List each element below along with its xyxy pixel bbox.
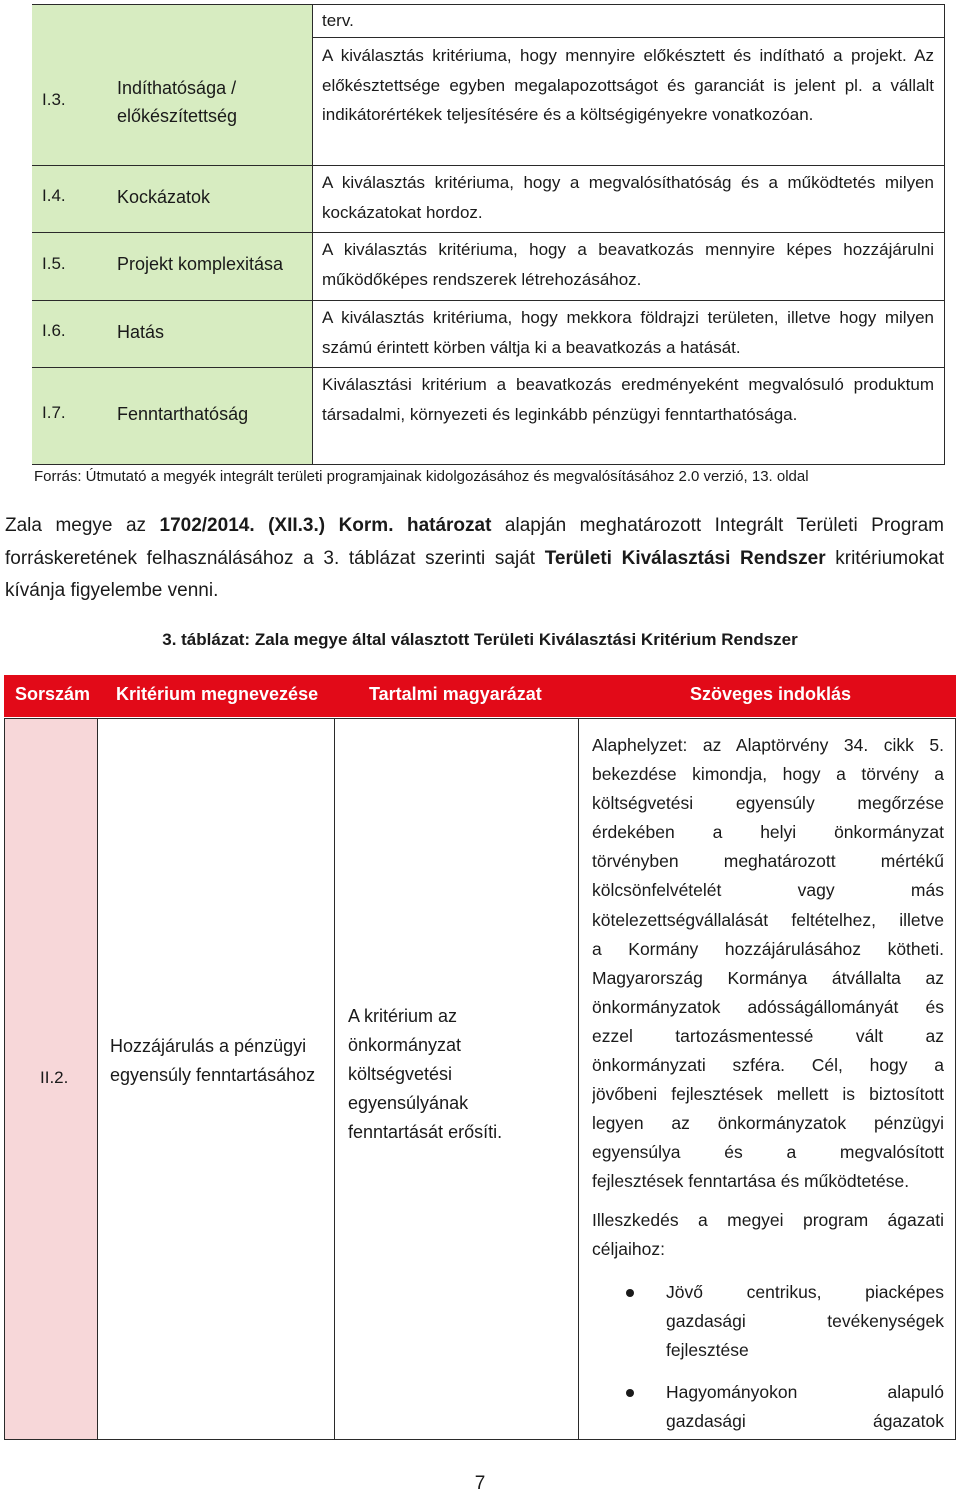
criterion-name-line: Indíthatósága /	[117, 78, 237, 98]
justification-line: önkormányzatok adósságállományát és	[592, 996, 944, 1017]
justification-line: jövőbeni fejlesztések mellett is biztosított	[592, 1084, 944, 1105]
criterion-description: A kiválasztás kritériuma, hogy a megvalósíthatóság és a működtetés milyen kockázatokat hordoz.	[322, 173, 934, 222]
criterion-name-line: előkészítettség	[117, 106, 238, 126]
row-number: I.4.	[42, 186, 66, 205]
fit-line: céljaihoz:	[592, 1239, 665, 1260]
header-content: Tartalmi magyarázat	[369, 684, 542, 704]
justification-line: fejlesztések fenntartása és működtetése.	[592, 1171, 910, 1192]
criteria-table-top	[32, 4, 945, 464]
justification-line: Magyarország Kormánya átvállalta az	[592, 967, 944, 988]
justification-line: kölcsönfelvételét vagy más	[592, 880, 944, 901]
header-justification: Szöveges indoklás	[690, 684, 852, 704]
row-number: II.2.	[40, 1068, 69, 1087]
criterion-name	[117, 74, 237, 130]
justification-line: egyensúlya és a megvalósított	[592, 1142, 944, 1163]
criterion-content: A kritérium az önkormányzat költségvetési egyensúlyának fenntartását erősíti.	[348, 1006, 503, 1142]
justification-line: törvényben meghatározott mértékű	[592, 851, 944, 872]
num-column-bg	[32, 4, 104, 464]
intro-paragraph: Zala megye az 1702/2014. (XII.3.) Korm. határozat alapján meghatározott Integrált Területi Program forráskeretének felhasználásához a 3. táblázat szerinti saját Területi Kiválasztási Rendszer kritériumokat kívánja figyelembe venni.	[5, 515, 945, 601]
justification-line: legyen az önkormányzatok pénzügyi	[592, 1113, 944, 1134]
bullet-item	[666, 1378, 944, 1436]
source-note: Forrás: Útmutató a megyék integrált területi programjainak kidolgozásához és megvalósításához 2.0 verzió, 13. oldal	[34, 468, 809, 485]
criterion-name: Hatás	[117, 322, 165, 342]
justification-line: a Kormány hozzájárulásához kötheti.	[592, 938, 944, 959]
justification-line: kötelezettségvállalását feltételhez, illetve	[592, 909, 944, 930]
bullet-line: gazdasági ágazatok	[666, 1411, 944, 1432]
name-column-bg	[104, 4, 312, 464]
justification-line: ezzel tartozásmentessé vált az	[592, 1025, 944, 1046]
criterion-name: Hozzájárulás a pénzügyi egyensúly fenntartásához	[110, 1036, 316, 1085]
justification-line: önkormányzati szféra. Cél, hogy a	[592, 1055, 944, 1076]
bullet-line: gazdasági tevékenységek	[666, 1311, 944, 1332]
header-number: Sorszám	[15, 684, 91, 704]
header-criterion-name: Kritérium megnevezése	[116, 684, 319, 704]
table-caption: 3. táblázat: Zala megye által választott Területi Kiválasztási Kritérium Rendszer	[162, 630, 798, 649]
bullet-icon	[626, 1289, 634, 1297]
bullet-line: Jövő centrikus, piacképes	[666, 1282, 944, 1302]
bullet-line: fejlesztése	[666, 1340, 749, 1361]
row-number: I.7.	[42, 403, 66, 422]
justification-line: költségvetési egyensúly megőrzése	[592, 793, 944, 814]
justification-line: bekezdése kimondja, hogy a törvény a	[592, 764, 944, 785]
justification-text	[592, 731, 944, 1197]
justification-line: Alaphelyzet: az Alaptörvény 34. cikk 5.	[592, 735, 944, 755]
bullet-line: Hagyományokon alapuló	[666, 1382, 944, 1402]
criterion-description: A kiválasztás kritériuma, hogy mennyire előkésztett és indítható a projekt. Az előkésztettsége egyben megalapozottságot és garanciát is jelent pl. a vállalt indikátorértékek teljesítésére és a költségigényekre vonatkozóan.	[322, 46, 934, 124]
bullet-icon	[626, 1389, 634, 1397]
criterion-description: Kiválasztási kritérium a beavatkozás eredményeként megvalósuló produktum társadalmi, környezeti és leginkább pénzügyi fenntarthatósága.	[322, 375, 934, 424]
page-number: 7	[474, 1473, 486, 1494]
fit-line: Illeszkedés a megyei program ágazati	[592, 1210, 944, 1230]
row-number: I.5.	[42, 254, 66, 273]
criterion-name: Kockázatok	[117, 187, 211, 207]
criterion-description: A kiválasztás kritériuma, hogy a beavatkozás mennyire képes hozzájárulni működőképes rendszerek létrehozásához.	[322, 240, 934, 289]
criterion-description: A kiválasztás kritériuma, hogy mekkora földrajzi területen, illetve hogy milyen számú érintett körben váltja ki a beavatkozás a hatását.	[322, 308, 934, 357]
criterion-name: Fenntarthatóság	[117, 404, 249, 424]
table-header-row	[4, 675, 956, 717]
criterion-name: Projekt komplexitása	[117, 254, 284, 274]
bullet-item	[666, 1278, 944, 1365]
fit-text	[592, 1206, 944, 1264]
row-number: I.6.	[42, 321, 66, 340]
row-number: I.3.	[42, 90, 66, 109]
justification-line: érdekében a helyi önkormányzat	[592, 822, 944, 843]
row-tail-text: terv.	[322, 11, 354, 30]
